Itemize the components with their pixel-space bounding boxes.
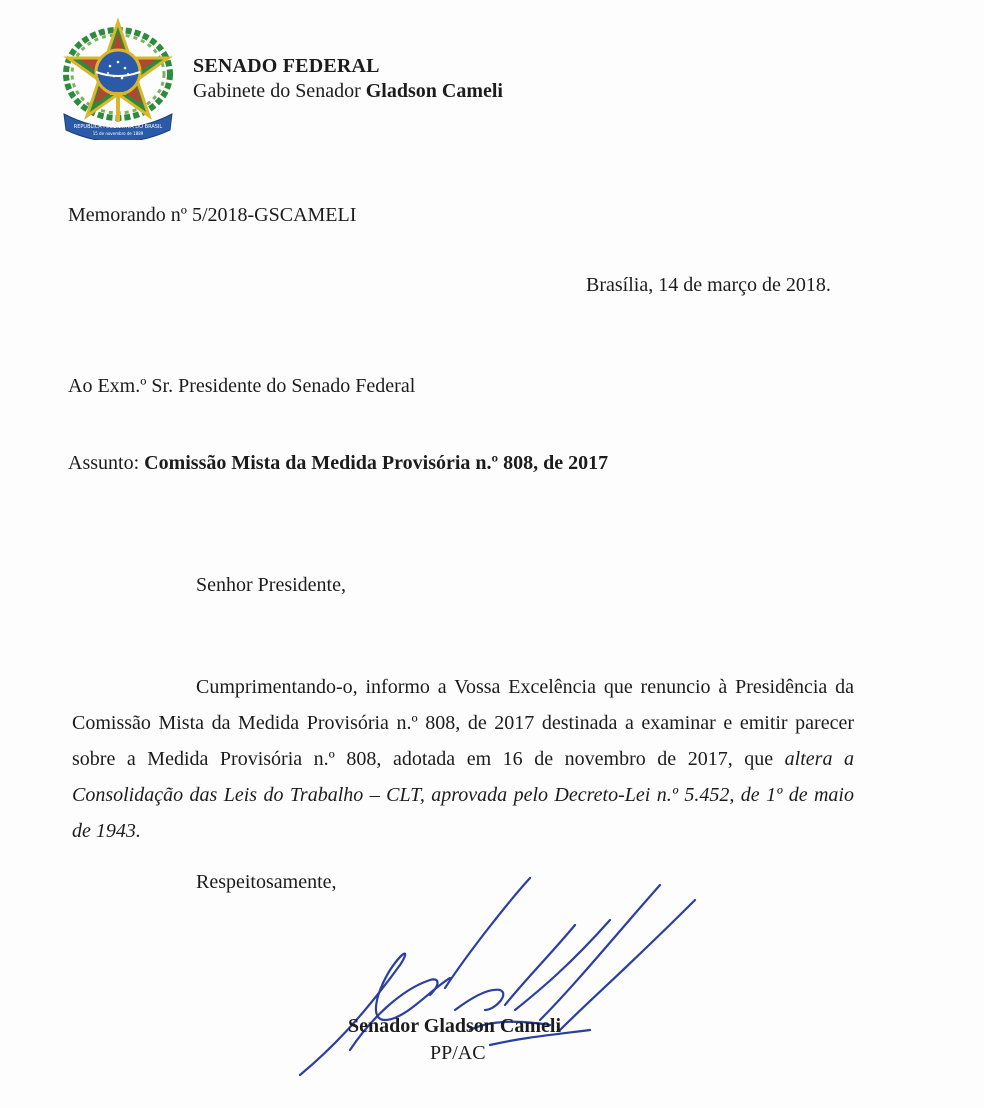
letterhead-office [193, 79, 503, 104]
emblem-sky-disc [96, 50, 140, 94]
memo-date: Brasília, 14 de março de 2018. [586, 274, 831, 296]
brazil-coat-of-arms-icon [58, 18, 178, 140]
letterhead-office-prefix: Gabinete do Senador [193, 80, 361, 102]
memo-body-paragraph [72, 669, 854, 849]
signatory-name: Senador Gladson Cameli [348, 1015, 561, 1037]
memo-salutation: Senhor Presidente, [196, 574, 346, 596]
memo-subject-label: Assunto: [68, 452, 140, 474]
letterhead-senator-name: Gladson Cameli [365, 80, 503, 102]
memo-subject-text: Comissão Mista da Medida Provisória n.º 808, de 2017 [144, 452, 609, 474]
memo-closing: Respeitosamente, [196, 871, 337, 893]
memo-recipient: Ao Exm.º Sr. Presidente do Senado Federal [68, 375, 416, 397]
memo-number: Memorando nº 5/2018-GSCAMELI [68, 204, 357, 226]
memo-body-plain: Cumprimentando-o, informo a Vossa Excelência que renuncio à Presidência da Comissão Mista da Medida Provisória n.º 808, de 2017 destinada a examinar e emitir parecer sobre a Medida Provisória n.º 808, adotada em 16 de novembro de 2017, que [72, 676, 854, 770]
memo-body-italic: altera a Consolidação das Leis do Trabalho – CLT, aprovada pelo Decreto-Lei n.º 5.452, de 1º de maio de 1943. [72, 748, 854, 842]
signatory-party: PP/AC [430, 1042, 486, 1064]
emblem-ribbon-text: REPUBLICA FEDERATIVA DO BRASIL [73, 124, 163, 130]
memo-subject [68, 451, 608, 476]
handwritten-signature [290, 870, 720, 1085]
letterhead [193, 54, 503, 104]
emblem-ribbon-date: 15 de novembro de 1889 [92, 131, 144, 136]
letterhead-org: SENADO FEDERAL [193, 55, 380, 77]
